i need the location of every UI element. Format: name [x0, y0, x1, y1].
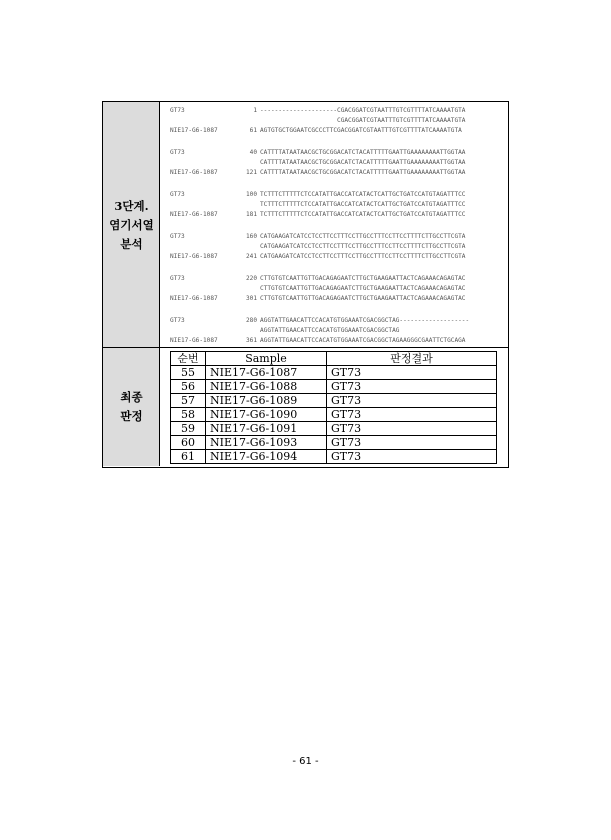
alignment-line	[170, 126, 508, 135]
alignment-position: 220	[245, 275, 257, 282]
header-seq-number: 순번	[171, 352, 206, 366]
row-result: GT73	[327, 422, 497, 436]
alignment-seq-name: GT73	[170, 107, 185, 114]
row-seq-number: 61	[171, 450, 206, 464]
alignment-seq-name: NIE17-G6-1087	[170, 253, 218, 260]
alignment-sequence: CATTTTATAATAACGCTGCGGACATCTACATTTTTGAATTGAAAAAAAATTGGTAA	[260, 159, 466, 166]
row-seq-number: 55	[171, 366, 206, 380]
final-label-line2: 판정	[120, 409, 143, 423]
alignment-line	[170, 200, 508, 209]
row-result: GT73	[327, 436, 497, 450]
alignment-seq-name: GT73	[170, 233, 185, 240]
alignment-line	[170, 336, 508, 345]
alignment-seq-name: GT73	[170, 317, 185, 324]
alignment-line	[170, 252, 508, 261]
alignment-sequence: CTTGTGTCAATTGTTGACAGAGAATCTTGCTGAAGAATTACTCAGAAACAGAGTAC	[260, 285, 466, 292]
row-seq-number: 60	[171, 436, 206, 450]
row-result: GT73	[327, 366, 497, 380]
row-seq-number: 56	[171, 380, 206, 394]
table-row	[171, 422, 497, 436]
alignment-seq-name: NIE17-G6-1087	[170, 211, 218, 218]
alignment-line	[170, 168, 508, 177]
alignment-sequence: CATGAAGATCATCCTCCTTCCTTTCCTTGCCTTTCCTTCCTTTTCTTGCCTTCGTA	[260, 243, 466, 250]
row-seq-number: 59	[171, 422, 206, 436]
final-label-cell	[103, 348, 160, 466]
alignment-seq-name: GT73	[170, 275, 185, 282]
row-seq-number: 57	[171, 394, 206, 408]
alignment-sequence: TCTTTCTTTTTCTCCATATTGACCATCATACTCATTGCTGATCCATGTAGATTTCC	[260, 211, 466, 218]
final-judgement-table	[170, 351, 497, 464]
alignment-sequence: CATGAAGATCATCCTCCTTCCTTTCCTTGCCTTTCCTTCCTTTTCTTGCCTTCGTA	[260, 253, 466, 260]
alignment-sequence: CATTTTATAATAACGCTGCGGACATCTACATTTTTGAATTGAAAAAAAATTGGTAA	[260, 169, 466, 176]
page-number: - 61 -	[292, 756, 319, 767]
row-result: GT73	[327, 394, 497, 408]
alignment-line	[170, 148, 508, 157]
row-sample: NIE17-G6-1090	[206, 408, 327, 422]
stage3-label-line3: 분석	[120, 237, 143, 251]
alignment-line	[170, 316, 508, 325]
alignment-line	[170, 106, 508, 115]
table-row	[171, 408, 497, 422]
alignment-sequence: ---------------------CGACGGATCGTAATTTGTCGTTTTATCAAAATGTA	[260, 107, 466, 114]
alignment-sequence: TCTTTCTTTTTCTCCATATTGACCATCATACTCATTGCTGATCCATGTAGATTTCC	[260, 191, 466, 198]
alignment-seq-name: NIE17-G6-1087	[170, 127, 218, 134]
alignment-seq-name: NIE17-G6-1087	[170, 337, 218, 344]
final-table-header-row	[171, 352, 497, 366]
row-sample: NIE17-G6-1094	[206, 450, 327, 464]
alignment-position: 181	[245, 211, 257, 218]
table-row	[171, 450, 497, 464]
alignment-line	[170, 210, 508, 219]
alignment-position: 121	[245, 169, 257, 176]
alignment-position: 280	[245, 317, 257, 324]
alignment-position: 61	[249, 127, 257, 134]
stage3-label-cell	[103, 102, 160, 348]
alignment-line	[170, 326, 508, 335]
alignment-sequence: AGGTATTGAACATTCCACATGTGGAAATCGACGGCTAG	[260, 327, 400, 334]
row-sample: NIE17-G6-1087	[206, 366, 327, 380]
alignment-position: 241	[245, 253, 257, 260]
row-sample: NIE17-G6-1091	[206, 422, 327, 436]
row-result: GT73	[327, 450, 497, 464]
alignment-line	[170, 294, 508, 303]
sequence-alignment	[160, 102, 508, 348]
table-row	[171, 394, 497, 408]
header-sample: Sample	[206, 352, 327, 366]
table-row	[171, 366, 497, 380]
alignment-sequence: AGGTATTGAACATTCCACATGTGGAAATCGACGGCTAGAAGGGCGAATTCTGCAGA	[260, 337, 466, 344]
alignment-line	[170, 116, 508, 125]
alignment-line	[170, 242, 508, 251]
alignment-sequence: TCTTTCTTTTTCTCCATATTGACCATCATACTCATTGCTGATCCATGTAGATTTCC	[260, 201, 466, 208]
stage3-label-line1: 3단계.	[114, 199, 149, 213]
alignment-sequence: CATTTTATAATAACGCTGCGGACATCTACATTTTTGAATTGAAAAAAAATTGGTAA	[260, 149, 466, 156]
alignment-position: 40	[249, 149, 257, 156]
row-result: GT73	[327, 408, 497, 422]
alignment-line	[170, 158, 508, 167]
alignment-sequence: CGACGGATCGTAATTTGTCGTTTTATCAAAATGTA	[260, 117, 466, 124]
header-result: 판정결과	[327, 352, 497, 366]
alignment-seq-name: GT73	[170, 191, 185, 198]
alignment-position: 1	[253, 107, 257, 114]
alignment-line	[170, 190, 508, 199]
alignment-sequence: CTTGTGTCAATTGTTGACAGAGAATCTTGCTGAAGAATTACTCAGAAACAGAGTAC	[260, 295, 466, 302]
row-sample: NIE17-G6-1089	[206, 394, 327, 408]
alignment-position: 301	[245, 295, 257, 302]
alignment-line	[170, 274, 508, 283]
alignment-line	[170, 232, 508, 241]
row-seq-number: 58	[171, 408, 206, 422]
row-sample: NIE17-G6-1088	[206, 380, 327, 394]
row-result: GT73	[327, 380, 497, 394]
final-label-line1: 최종	[120, 390, 143, 404]
table-row	[171, 380, 497, 394]
result-table	[102, 101, 509, 468]
stage3-label-line2: 염기서열	[109, 218, 154, 232]
alignment-sequence: CTTGTGTCAATTGTTGACAGAGAATCTTGCTGAAGAATTACTCAGAAACAGAGTAC	[260, 275, 466, 282]
alignment-seq-name: NIE17-G6-1087	[170, 169, 218, 176]
alignment-sequence: CATGAAGATCATCCTCCTTCCTTTCCTTGCCTTTCCTTCCTTTTCTTGCCTTCGTA	[260, 233, 466, 240]
alignment-line	[170, 284, 508, 293]
alignment-position: 160	[245, 233, 257, 240]
alignment-position: 361	[245, 337, 257, 344]
alignment-sequence: AGGTATTGAACATTCCACATGTGGAAATCGACGGCTAG-------------------	[260, 317, 470, 324]
alignment-seq-name: NIE17-G6-1087	[170, 295, 218, 302]
alignment-position: 100	[245, 191, 257, 198]
alignment-seq-name: GT73	[170, 149, 185, 156]
row-sample: NIE17-G6-1093	[206, 436, 327, 450]
table-row	[171, 436, 497, 450]
alignment-sequence: AGTGTGCTGGAATCGCCCTTCGACGGATCGTAATTTGTCGTTTTATCAAAATGTA	[260, 127, 462, 134]
